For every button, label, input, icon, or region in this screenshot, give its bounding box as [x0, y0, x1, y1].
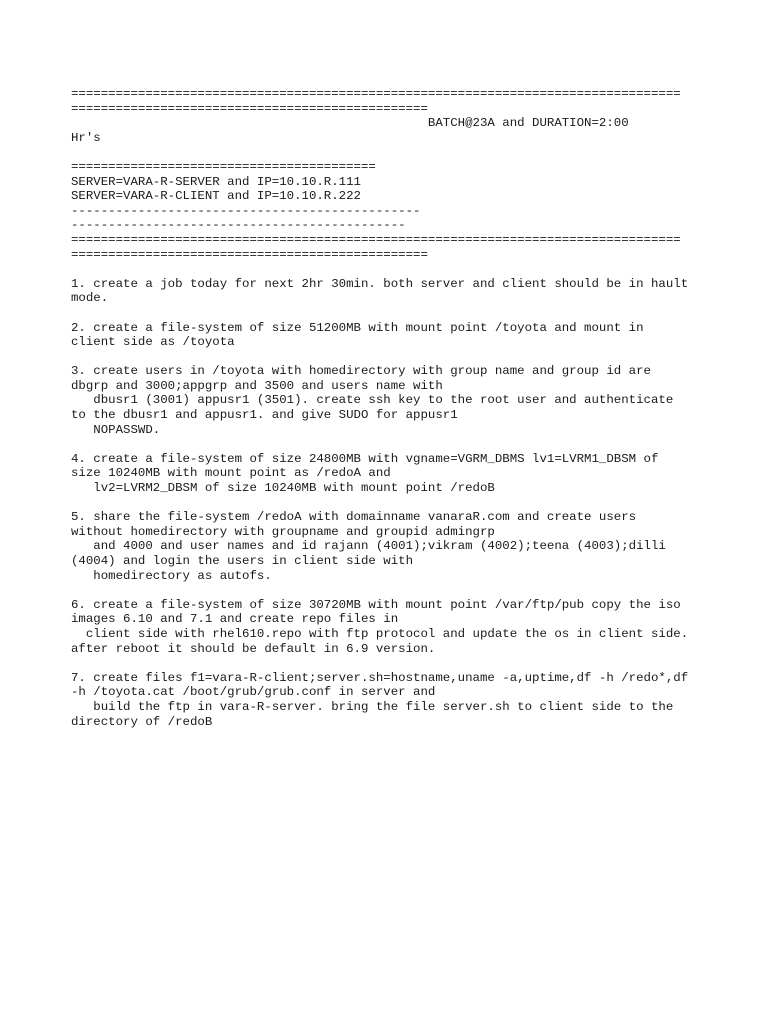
task-item: [71, 510, 711, 583]
task-line: images 6.10 and 7.1 and create repo files in: [71, 612, 399, 627]
task-line: dbgrp and 3000;appgrp and 3500 and users name with: [71, 378, 443, 393]
separator-rule: ==================================================================================: [71, 232, 681, 247]
task-item: [71, 321, 711, 350]
task-line: dbusr1 (3001) appusr1 (3501). create ssh key to the root user and authenticate: [71, 393, 674, 408]
hours-line: Hr's: [71, 130, 101, 145]
task-item: [71, 452, 711, 496]
separator-rule: ==================================================================================: [71, 87, 681, 101]
separator-rule: ================================================: [71, 247, 428, 262]
client-info-line: SERVER=VARA-R-CLIENT and IP=10.10.R.222: [71, 189, 361, 204]
task-line: directory of /redoB: [71, 714, 213, 729]
separator-rule: ================================================: [71, 101, 428, 116]
separator-dashes: -----------------------------------------------: [71, 203, 421, 218]
task-line: to the dbusr1 and appusr1. and give SUDO for appusr1: [71, 408, 458, 423]
task-line: size 10240MB with mount point as /redoA and: [71, 466, 391, 481]
task-line: client side as /toyota: [71, 335, 235, 350]
task-line: NOPASSWD.: [71, 422, 161, 437]
task-line: 6. create a file-system of size 30720MB with mount point /var/ftp/pub copy the iso: [71, 597, 681, 612]
task-line: -h /toyota.cat /boot/grub/grub.conf in server and: [71, 685, 436, 700]
document-header: [71, 87, 711, 262]
task-line: 5. share the file-system /redoA with domainname vanaraR.com and create users: [71, 510, 637, 525]
server-info-line: SERVER=VARA-R-SERVER and IP=10.10.R.111: [71, 174, 361, 189]
task-line: 3. create users in /toyota with homedirectory with group name and group id are: [71, 364, 651, 379]
task-line: mode.: [71, 291, 109, 306]
task-line: (4004) and login the users in client side with: [71, 554, 414, 568]
task-item: [71, 277, 711, 306]
task-line: 1. create a job today for next 2hr 30min. both server and client should be in hault: [71, 276, 689, 291]
task-line: after reboot it should be default in 6.9 version.: [71, 641, 436, 656]
separator-rule: =========================================: [71, 159, 376, 174]
task-line: homedirectory as autofs.: [71, 568, 272, 583]
task-line: and 4000 and user names and id rajann (4001);vikram (4002);teena (4003);dilli: [71, 539, 666, 554]
task-item: [71, 364, 711, 437]
task-item: [71, 671, 711, 729]
task-line: client side with rhel610.repo with ftp protocol and update the os in client side.: [71, 626, 689, 641]
batch-duration-line: BATCH@23A and DURATION=2:00: [71, 116, 629, 131]
task-line: 4. create a file-system of size 24800MB with vgname=VGRM_DBMS lv1=LVRM1_DBSM of: [71, 451, 659, 466]
task-line: 7. create files f1=vara-R-client;server.sh=hostname,uname -a,uptime,df -h /redo*,df: [71, 670, 689, 685]
task-item: [71, 598, 711, 656]
separator-dashes: ---------------------------------------------: [71, 218, 406, 233]
task-list: [71, 262, 711, 729]
task-line: lv2=LVRM2_DBSM of size 10240MB with mount point /redoB: [71, 481, 495, 496]
document-body: [71, 87, 711, 729]
task-line: build the ftp in vara-R-server. bring the file server.sh to client side to the: [71, 699, 674, 714]
task-line: 2. create a file-system of size 51200MB with mount point /toyota and mount in: [71, 320, 644, 335]
task-line: without homedirectory with groupname and groupid admingrp: [71, 524, 495, 539]
